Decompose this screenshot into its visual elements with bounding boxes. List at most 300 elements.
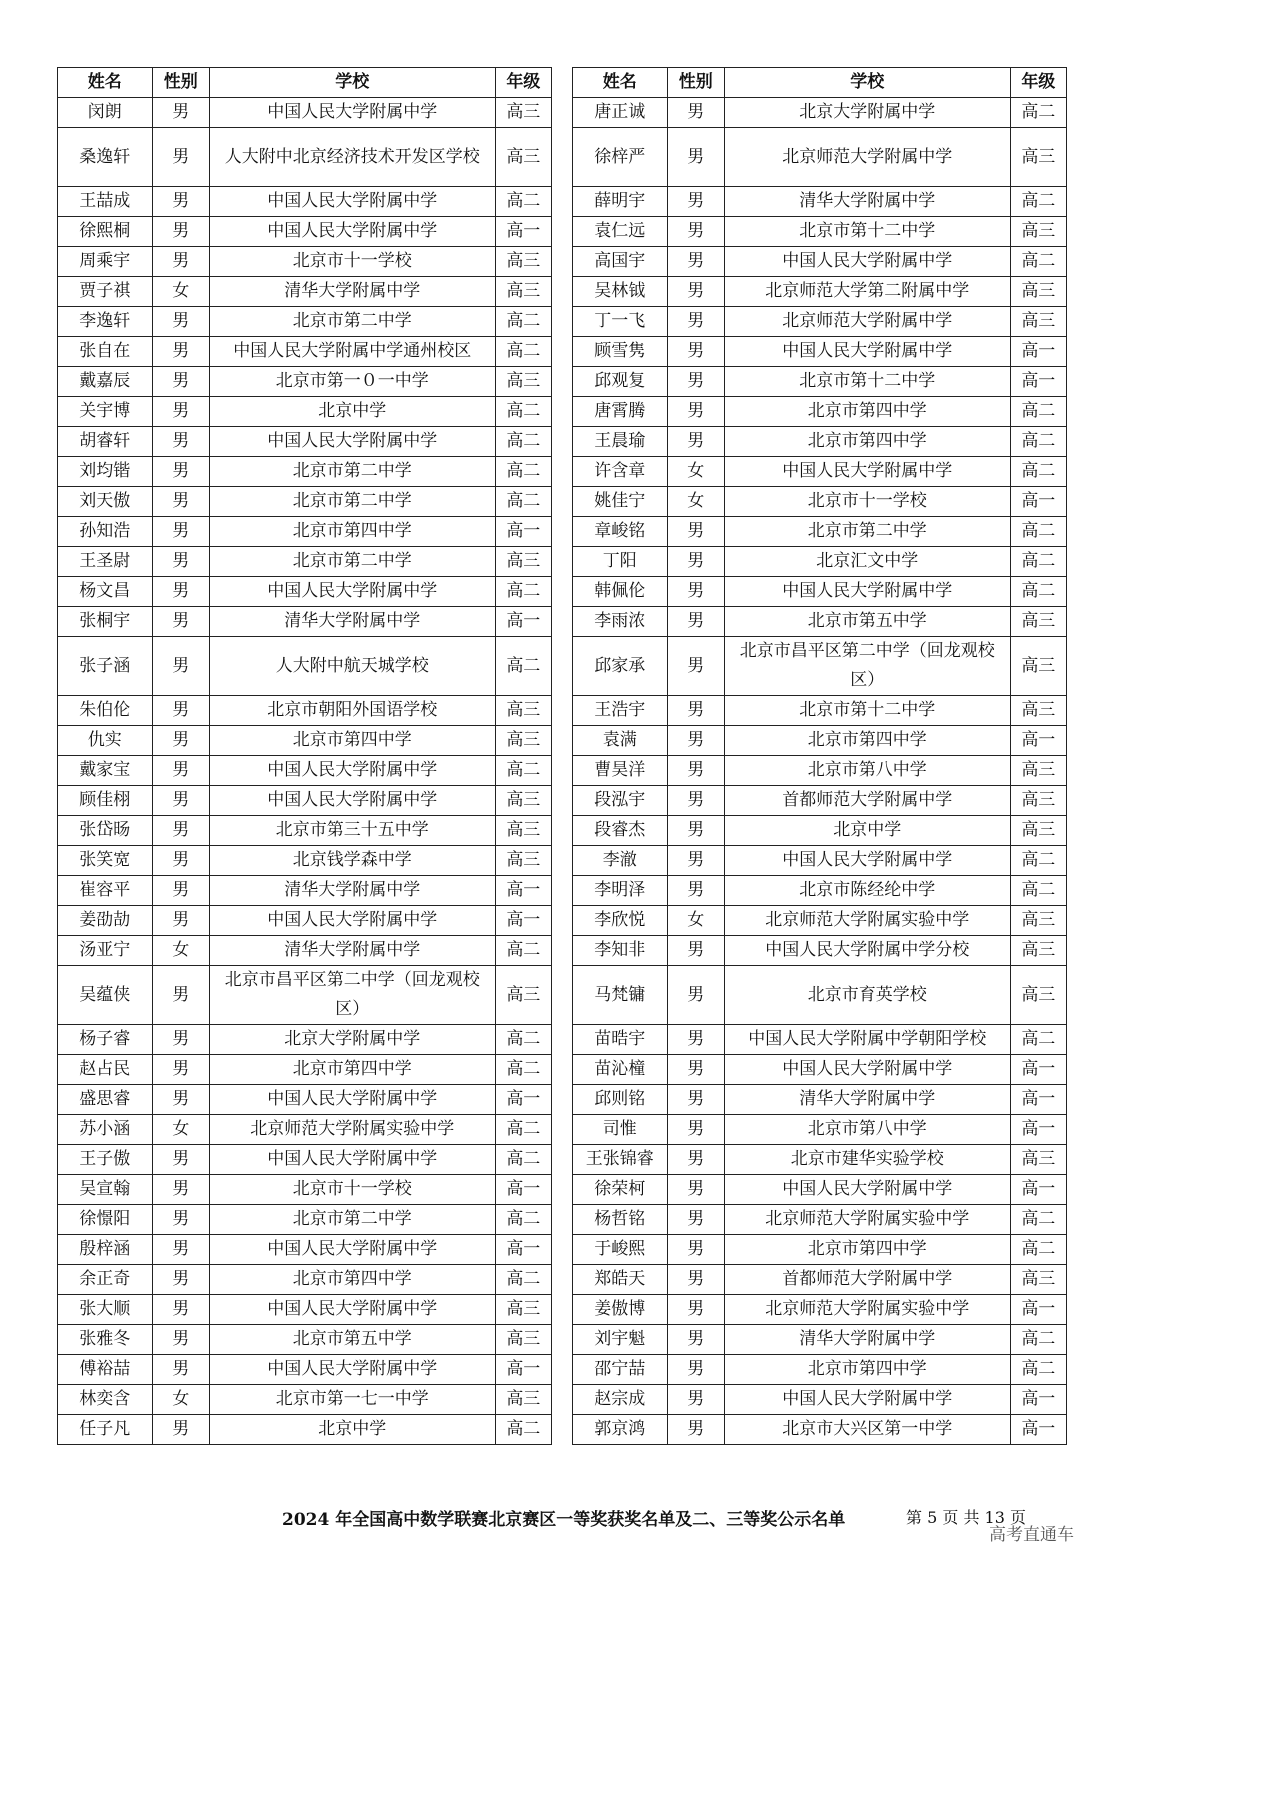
cell-gender: 男 (667, 337, 724, 367)
cell-gender: 男 (667, 427, 724, 457)
table-row (573, 247, 1067, 277)
cell-name: 苏小涵 (58, 1115, 153, 1145)
cell-school: 北京市大兴区第一中学 (724, 1415, 1010, 1445)
cell-school: 清华大学附属中学 (724, 1325, 1010, 1355)
table-row (573, 1145, 1067, 1175)
table-row (573, 487, 1067, 517)
cell-gender: 男 (152, 1265, 209, 1295)
cell-gender: 男 (667, 607, 724, 637)
table-row (58, 247, 552, 277)
cell-name: 徐荣柯 (573, 1175, 668, 1205)
cell-name: 徐熙桐 (58, 217, 153, 247)
cell-gender: 男 (152, 337, 209, 367)
cell-school: 北京中学 (209, 1415, 495, 1445)
cell-name: 刘天傲 (58, 487, 153, 517)
cell-gender: 男 (667, 187, 724, 217)
table-row (58, 637, 552, 696)
cell-school: 中国人民大学附属中学 (209, 1085, 495, 1115)
cell-grade: 高三 (1010, 816, 1066, 846)
cell-grade: 高一 (1010, 1115, 1066, 1145)
cell-school: 北京市第四中学 (724, 427, 1010, 457)
cell-name: 于峻熙 (573, 1235, 668, 1265)
cell-grade: 高一 (495, 906, 551, 936)
cell-gender: 男 (667, 1415, 724, 1445)
cell-name: 杨哲铭 (573, 1205, 668, 1235)
cell-gender: 男 (667, 1115, 724, 1145)
cell-gender: 女 (152, 1385, 209, 1415)
cell-grade: 高二 (1010, 517, 1066, 547)
cell-school: 北京汇文中学 (724, 547, 1010, 577)
table-row (573, 786, 1067, 816)
cell-name: 戴家宝 (58, 756, 153, 786)
cell-name: 唐正诚 (573, 98, 668, 128)
cell-grade: 高二 (495, 756, 551, 786)
cell-grade: 高一 (495, 1085, 551, 1115)
cell-school: 清华大学附属中学 (724, 1085, 1010, 1115)
cell-school: 首都师范大学附属中学 (724, 1265, 1010, 1295)
table-row (58, 1295, 552, 1325)
cell-name: 傅裕喆 (58, 1355, 153, 1385)
cell-name: 李逸轩 (58, 307, 153, 337)
cell-name: 王喆成 (58, 187, 153, 217)
cell-grade: 高二 (1010, 98, 1066, 128)
cell-school: 中国人民大学附属中学分校 (724, 936, 1010, 966)
cell-grade: 高二 (495, 1145, 551, 1175)
cell-grade: 高一 (495, 876, 551, 906)
cell-grade: 高二 (1010, 427, 1066, 457)
table-row (573, 1325, 1067, 1355)
cell-school: 清华大学附属中学 (209, 936, 495, 966)
cell-school: 中国人民大学附属中学 (724, 577, 1010, 607)
cell-gender: 男 (152, 1025, 209, 1055)
cell-name: 仇实 (58, 726, 153, 756)
cell-gender: 男 (152, 367, 209, 397)
cell-grade: 高三 (495, 547, 551, 577)
table-row (58, 1145, 552, 1175)
table-row (58, 427, 552, 457)
cell-name: 邱观复 (573, 367, 668, 397)
cell-name: 王浩宇 (573, 696, 668, 726)
cell-grade: 高二 (495, 337, 551, 367)
cell-name: 李明泽 (573, 876, 668, 906)
cell-gender: 男 (152, 906, 209, 936)
cell-school: 中国人民大学附属中学 (209, 1145, 495, 1175)
cell-school: 北京市第三十五中学 (209, 816, 495, 846)
cell-name: 袁仁远 (573, 217, 668, 247)
table-row (58, 367, 552, 397)
cell-school: 中国人民大学附属中学 (724, 1055, 1010, 1085)
cell-school: 北京市第四中学 (209, 1055, 495, 1085)
cell-name: 张自在 (58, 337, 153, 367)
cell-gender: 男 (667, 1085, 724, 1115)
cell-gender: 男 (667, 1145, 724, 1175)
cell-school: 人大附中北京经济技术开发区学校 (209, 128, 495, 187)
table-row (573, 457, 1067, 487)
cell-grade: 高三 (1010, 1265, 1066, 1295)
cell-gender: 女 (152, 936, 209, 966)
table-row (573, 936, 1067, 966)
table-row (58, 1235, 552, 1265)
table-row (573, 816, 1067, 846)
cell-grade: 高一 (1010, 1055, 1066, 1085)
cell-gender: 男 (667, 726, 724, 756)
cell-name: 姜劭劼 (58, 906, 153, 936)
roster-table-right (572, 67, 1067, 1445)
cell-name: 唐霄腾 (573, 397, 668, 427)
cell-school: 北京中学 (209, 397, 495, 427)
table-row (58, 1355, 552, 1385)
cell-grade: 高二 (495, 397, 551, 427)
cell-gender: 男 (667, 577, 724, 607)
cell-gender: 男 (667, 1355, 724, 1385)
cell-grade: 高一 (495, 1355, 551, 1385)
table-row (58, 337, 552, 367)
cell-gender: 男 (667, 966, 724, 1025)
table-row (58, 1175, 552, 1205)
table-row (573, 906, 1067, 936)
cell-grade: 高三 (1010, 217, 1066, 247)
cell-name: 曹昊洋 (573, 756, 668, 786)
cell-school: 北京市昌平区第二中学（回龙观校区） (724, 637, 1010, 696)
cell-name: 刘宇魁 (573, 1325, 668, 1355)
cell-gender: 女 (152, 277, 209, 307)
cell-school: 清华大学附属中学 (724, 187, 1010, 217)
cell-name: 王子傲 (58, 1145, 153, 1175)
cell-gender: 男 (667, 1325, 724, 1355)
cell-gender: 男 (667, 876, 724, 906)
table-row (573, 637, 1067, 696)
table-row (58, 1205, 552, 1235)
cell-school: 中国人民大学附属中学 (209, 187, 495, 217)
cell-name: 邵宁喆 (573, 1355, 668, 1385)
cell-name: 邱则铭 (573, 1085, 668, 1115)
cell-grade: 高三 (495, 816, 551, 846)
cell-grade: 高三 (1010, 307, 1066, 337)
cell-grade: 高一 (1010, 726, 1066, 756)
cell-gender: 男 (152, 966, 209, 1025)
cell-name: 贾子祺 (58, 277, 153, 307)
cell-school: 北京市第四中学 (724, 1235, 1010, 1265)
cell-name: 胡睿轩 (58, 427, 153, 457)
cell-name: 赵宗成 (573, 1385, 668, 1415)
cell-grade: 高三 (495, 277, 551, 307)
cell-name: 郭京鸿 (573, 1415, 668, 1445)
cell-school: 中国人民大学附属中学 (209, 756, 495, 786)
cell-grade: 高一 (495, 1175, 551, 1205)
table-row (58, 487, 552, 517)
cell-gender: 男 (152, 487, 209, 517)
table-row (58, 1385, 552, 1415)
table-row (573, 337, 1067, 367)
cell-name: 桑逸轩 (58, 128, 153, 187)
cell-school: 中国人民大学附属中学 (724, 337, 1010, 367)
cell-school: 中国人民大学附属中学 (724, 457, 1010, 487)
table-row (58, 846, 552, 876)
table-row (573, 217, 1067, 247)
cell-name: 赵占民 (58, 1055, 153, 1085)
cell-gender: 男 (667, 936, 724, 966)
cell-gender: 男 (152, 696, 209, 726)
cell-school: 北京市朝阳外国语学校 (209, 696, 495, 726)
cell-grade: 高三 (495, 247, 551, 277)
cell-school: 中国人民大学附属中学 (209, 427, 495, 457)
cell-grade: 高一 (1010, 1175, 1066, 1205)
table-row (573, 756, 1067, 786)
cell-gender: 男 (152, 786, 209, 816)
cell-gender: 男 (667, 637, 724, 696)
table-row (58, 547, 552, 577)
cell-gender: 男 (152, 427, 209, 457)
cell-name: 苗沁橦 (573, 1055, 668, 1085)
table-row (573, 577, 1067, 607)
table-row (573, 367, 1067, 397)
table-row (573, 1295, 1067, 1325)
footer-title: 2024 年全国高中数学联赛北京赛区一等奖获奖名单及二、三等奖公示名单 (282, 1510, 846, 1530)
table-row (573, 1235, 1067, 1265)
cell-name: 高国宇 (573, 247, 668, 277)
cell-name: 马梵镛 (573, 966, 668, 1025)
cell-grade: 高一 (1010, 1415, 1066, 1445)
cell-grade: 高二 (1010, 187, 1066, 217)
cell-grade: 高三 (495, 966, 551, 1025)
cell-gender: 男 (667, 1235, 724, 1265)
cell-school: 首都师范大学附属中学 (724, 786, 1010, 816)
cell-gender: 男 (667, 277, 724, 307)
table-row (573, 726, 1067, 756)
table-row (58, 1115, 552, 1145)
cell-gender: 男 (667, 547, 724, 577)
cell-name: 张子涵 (58, 637, 153, 696)
cell-school: 北京市第四中学 (724, 1355, 1010, 1385)
cell-grade: 高三 (495, 846, 551, 876)
header-school: 学校 (724, 68, 1010, 98)
cell-school: 中国人民大学附属中学 (209, 577, 495, 607)
cell-name: 司惟 (573, 1115, 668, 1145)
cell-school: 北京市第八中学 (724, 756, 1010, 786)
cell-name: 汤亚宁 (58, 936, 153, 966)
cell-gender: 男 (152, 1325, 209, 1355)
cell-grade: 高二 (495, 457, 551, 487)
cell-gender: 男 (152, 1235, 209, 1265)
cell-gender: 男 (152, 726, 209, 756)
cell-school: 北京市第八中学 (724, 1115, 1010, 1145)
cell-gender: 男 (667, 1295, 724, 1325)
cell-school: 北京市第四中学 (209, 1265, 495, 1295)
cell-grade: 高二 (1010, 1325, 1066, 1355)
cell-name: 郑皓天 (573, 1265, 668, 1295)
cell-school: 北京市第一七一中学 (209, 1385, 495, 1415)
table-row (573, 187, 1067, 217)
watermark: 高考直通车 (989, 1525, 1074, 1545)
cell-gender: 男 (667, 1385, 724, 1415)
cell-grade: 高二 (495, 1205, 551, 1235)
cell-name: 关宇博 (58, 397, 153, 427)
cell-name: 顾佳栩 (58, 786, 153, 816)
table-header-row (573, 68, 1067, 98)
cell-gender: 男 (667, 846, 724, 876)
cell-school: 北京市第二中学 (724, 517, 1010, 547)
cell-school: 中国人民大学附属中学 (209, 98, 495, 128)
cell-school: 中国人民大学附属中学 (209, 217, 495, 247)
cell-school: 北京师范大学附属实验中学 (724, 1205, 1010, 1235)
header-grade: 年级 (495, 68, 551, 98)
table-row (573, 98, 1067, 128)
cell-name: 徐憬阳 (58, 1205, 153, 1235)
cell-school: 中国人民大学附属中学朝阳学校 (724, 1025, 1010, 1055)
cell-name: 余正奇 (58, 1265, 153, 1295)
cell-name: 朱伯伦 (58, 696, 153, 726)
table-row (573, 1115, 1067, 1145)
table-row (58, 1085, 552, 1115)
cell-name: 李澈 (573, 846, 668, 876)
table-row (58, 607, 552, 637)
cell-grade: 高三 (495, 128, 551, 187)
cell-school: 北京市第四中学 (209, 726, 495, 756)
cell-school: 北京市建华实验学校 (724, 1145, 1010, 1175)
cell-grade: 高一 (1010, 1085, 1066, 1115)
cell-name: 张雅冬 (58, 1325, 153, 1355)
cell-name: 杨子睿 (58, 1025, 153, 1055)
cell-name: 薛明宇 (573, 187, 668, 217)
header-name: 姓名 (58, 68, 153, 98)
cell-gender: 男 (152, 1355, 209, 1385)
cell-grade: 高二 (495, 1025, 551, 1055)
cell-school: 北京市十一学校 (209, 1175, 495, 1205)
cell-school: 北京市第二中学 (209, 487, 495, 517)
cell-grade: 高二 (1010, 1025, 1066, 1055)
cell-gender: 男 (152, 307, 209, 337)
cell-school: 中国人民大学附属中学 (724, 1385, 1010, 1415)
page-number: 第 5 页 共 13 页 (906, 1508, 1026, 1527)
table-row (58, 128, 552, 187)
cell-grade: 高三 (1010, 277, 1066, 307)
cell-school: 中国人民大学附属中学 (209, 906, 495, 936)
table-row (573, 1175, 1067, 1205)
cell-grade: 高二 (1010, 846, 1066, 876)
cell-grade: 高二 (495, 307, 551, 337)
cell-school: 清华大学附属中学 (209, 876, 495, 906)
cell-gender: 男 (152, 1295, 209, 1325)
cell-name: 李欣悦 (573, 906, 668, 936)
cell-name: 盛思睿 (58, 1085, 153, 1115)
cell-school: 清华大学附属中学 (209, 277, 495, 307)
table-row (58, 217, 552, 247)
table-row (58, 577, 552, 607)
cell-grade: 高一 (1010, 1385, 1066, 1415)
cell-grade: 高二 (1010, 397, 1066, 427)
table-row (58, 786, 552, 816)
cell-grade: 高二 (1010, 876, 1066, 906)
cell-gender: 男 (667, 517, 724, 547)
table-row (58, 876, 552, 906)
roster-table-left (57, 67, 552, 1445)
cell-school: 北京市第十二中学 (724, 696, 1010, 726)
table-row (58, 1025, 552, 1055)
cell-grade: 高三 (1010, 1145, 1066, 1175)
cell-gender: 男 (152, 577, 209, 607)
cell-grade: 高二 (1010, 247, 1066, 277)
cell-name: 林奕含 (58, 1385, 153, 1415)
cell-gender: 男 (667, 756, 724, 786)
cell-gender: 男 (152, 1415, 209, 1445)
table-row (573, 517, 1067, 547)
cell-grade: 高二 (495, 936, 551, 966)
cell-gender: 男 (667, 1265, 724, 1295)
table-row (573, 1205, 1067, 1235)
cell-gender: 男 (152, 397, 209, 427)
cell-school: 北京市第一０一中学 (209, 367, 495, 397)
cell-grade: 高二 (495, 1265, 551, 1295)
cell-name: 闵朗 (58, 98, 153, 128)
cell-grade: 高三 (495, 696, 551, 726)
table-row (58, 936, 552, 966)
cell-grade: 高二 (1010, 577, 1066, 607)
cell-grade: 高一 (1010, 337, 1066, 367)
cell-grade: 高二 (495, 487, 551, 517)
table-row (573, 1025, 1067, 1055)
table-row (573, 696, 1067, 726)
header-grade: 年级 (1010, 68, 1066, 98)
cell-school: 人大附中航天城学校 (209, 637, 495, 696)
cell-grade: 高二 (1010, 1205, 1066, 1235)
cell-gender: 男 (152, 187, 209, 217)
cell-school: 中国人民大学附属中学 (724, 247, 1010, 277)
cell-gender: 男 (667, 247, 724, 277)
table-row (573, 397, 1067, 427)
cell-school: 北京市第四中学 (209, 517, 495, 547)
cell-gender: 男 (152, 1055, 209, 1085)
cell-school: 北京师范大学附属中学 (724, 307, 1010, 337)
cell-grade: 高一 (495, 607, 551, 637)
cell-grade: 高三 (1010, 637, 1066, 696)
table-row (58, 966, 552, 1025)
cell-name: 张笑宽 (58, 846, 153, 876)
cell-gender: 男 (152, 247, 209, 277)
cell-name: 刘均锴 (58, 457, 153, 487)
cell-school: 中国人民大学附属中学通州校区 (209, 337, 495, 367)
cell-school: 北京市第十二中学 (724, 367, 1010, 397)
cell-name: 王圣尉 (58, 547, 153, 577)
table-row (573, 547, 1067, 577)
cell-school: 北京市第十二中学 (724, 217, 1010, 247)
cell-gender: 男 (152, 876, 209, 906)
cell-school: 北京师范大学附属实验中学 (724, 1295, 1010, 1325)
cell-gender: 男 (152, 756, 209, 786)
cell-name: 姜傲博 (573, 1295, 668, 1325)
cell-school: 中国人民大学附属中学 (724, 1175, 1010, 1205)
cell-name: 戴嘉辰 (58, 367, 153, 397)
table-row (573, 607, 1067, 637)
cell-gender: 男 (152, 816, 209, 846)
table-header-row (58, 68, 552, 98)
cell-name: 姚佳宁 (573, 487, 668, 517)
cell-name: 张桐宇 (58, 607, 153, 637)
cell-name: 丁一飞 (573, 307, 668, 337)
cell-gender: 男 (152, 128, 209, 187)
cell-school: 北京市第五中学 (724, 607, 1010, 637)
cell-school: 北京市第二中学 (209, 307, 495, 337)
table-row (573, 277, 1067, 307)
cell-name: 丁阳 (573, 547, 668, 577)
cell-name: 顾雪隽 (573, 337, 668, 367)
cell-school: 北京师范大学附属实验中学 (209, 1115, 495, 1145)
table-row (58, 98, 552, 128)
table-row (573, 1055, 1067, 1085)
cell-name: 许含章 (573, 457, 668, 487)
table-row (573, 1265, 1067, 1295)
cell-name: 段睿杰 (573, 816, 668, 846)
cell-grade: 高三 (495, 1295, 551, 1325)
